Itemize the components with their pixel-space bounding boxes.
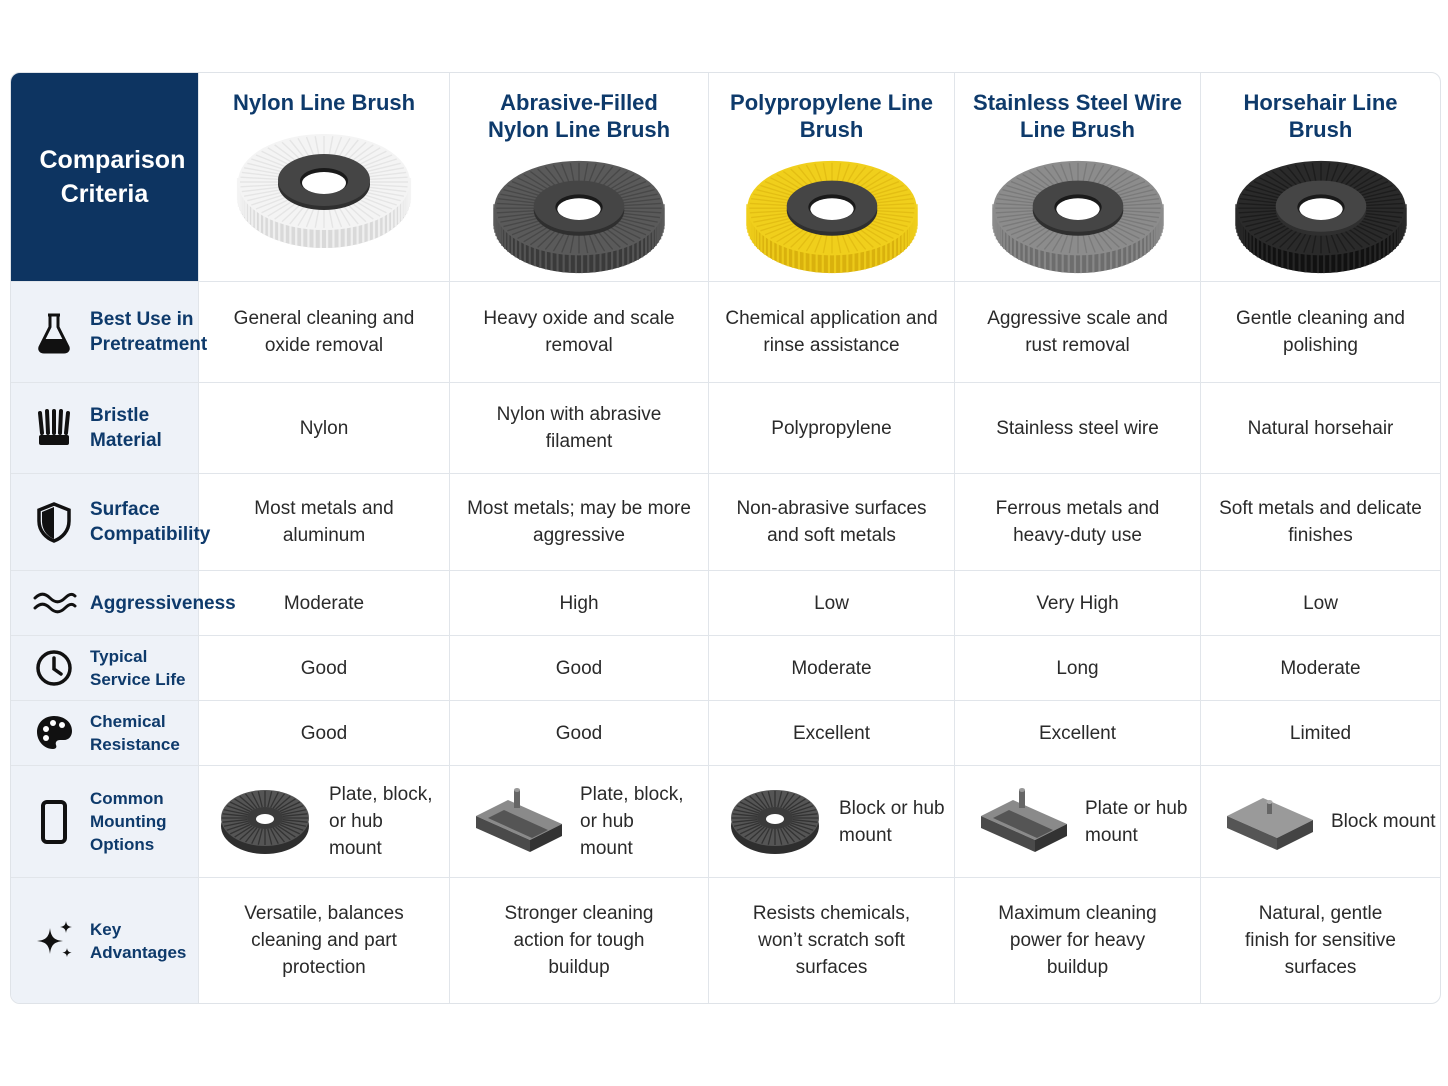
wheel-brush-icon-3 xyxy=(729,782,827,862)
criteria-label: Chemical Resistance xyxy=(90,712,180,754)
column-header-2 xyxy=(450,73,709,282)
brush-icon xyxy=(31,405,77,451)
table-cell: Good xyxy=(199,701,450,766)
column-title: Horsehair Line Brush xyxy=(1243,90,1398,142)
block-mount-icon-5 xyxy=(1221,782,1319,862)
sparkle-icon xyxy=(31,918,77,964)
table-cell: Excellent xyxy=(955,701,1201,766)
criteria-best-use-in-pretreatment xyxy=(11,282,208,383)
waves-icon xyxy=(31,580,77,626)
table-cell xyxy=(1201,878,1440,1003)
table-cell: General cleaning and oxide removal xyxy=(199,282,450,383)
table-cell: Low xyxy=(709,571,955,636)
phone-icon xyxy=(31,799,77,845)
table-cell: Excellent xyxy=(709,701,955,766)
table-cell xyxy=(450,878,709,1003)
table-cell: High xyxy=(450,571,709,636)
criteria-label: Common Mounting Options xyxy=(90,789,167,854)
wheel-brush-icon-1 xyxy=(219,782,317,862)
column-title: Abrasive-Filled Nylon Line Brush xyxy=(487,90,671,142)
advantage-text: Resists chemicals, won’t scratch soft surfaces xyxy=(752,903,911,978)
mount-picture xyxy=(729,782,827,862)
column-header-5 xyxy=(1201,73,1440,282)
criteria-label: Typical Service Life xyxy=(90,647,186,689)
mounting-cell xyxy=(1201,766,1440,878)
phone-icon xyxy=(31,799,77,845)
corner-header xyxy=(11,73,199,282)
advantage-text: Maximum cleaning power for heavy buildup xyxy=(998,903,1157,978)
table-cell: Long xyxy=(955,636,1201,701)
mounting-cell xyxy=(709,766,955,878)
table-cell: Non-abrasive surfaces and soft metals xyxy=(709,474,955,571)
table-cell: Polypropylene xyxy=(709,383,955,474)
brush-image-2 xyxy=(489,153,669,281)
table-cell: Heavy oxide and scale removal xyxy=(450,282,709,383)
table-cell: Moderate xyxy=(709,636,955,701)
criteria-bristle-material xyxy=(11,383,199,474)
mounting-cell xyxy=(955,766,1201,878)
criteria-key-advantages xyxy=(11,878,199,1003)
table-cell: Good xyxy=(199,636,450,701)
waves-icon xyxy=(31,580,77,626)
clock-icon xyxy=(31,645,77,691)
table-cell: Moderate xyxy=(1201,636,1440,701)
table-cell: Stainless steel wire xyxy=(955,383,1201,474)
brush-image-5 xyxy=(1231,153,1411,281)
mount-picture xyxy=(975,782,1073,862)
flask-icon xyxy=(31,309,77,355)
column-header-1 xyxy=(199,73,450,282)
criteria-common-mounting-options xyxy=(11,766,199,878)
shield-icon xyxy=(31,499,77,545)
brush-image-1 xyxy=(234,126,414,256)
criteria-typical-service-life xyxy=(11,636,199,701)
column-header-3 xyxy=(709,73,955,282)
plate-mount-icon-2 xyxy=(470,782,568,862)
table-cell: Good xyxy=(450,701,709,766)
table-cell: Nylon with abrasive filament xyxy=(450,383,709,474)
clock-icon xyxy=(31,645,77,691)
table-cell: Natural horsehair xyxy=(1201,383,1440,474)
table-cell xyxy=(199,878,450,1003)
table-cell: Nylon xyxy=(199,383,450,474)
criteria-aggressiveness xyxy=(11,571,236,636)
brush-image-4 xyxy=(988,153,1168,281)
advantage-text: Natural, gentle finish for sensitive surfaces xyxy=(1244,903,1396,978)
criteria-label: Surface Compatibility xyxy=(90,499,211,545)
table-cell: Very High xyxy=(955,571,1201,636)
criteria-label: Key Advantages xyxy=(90,919,187,962)
mounting-text: Block mount xyxy=(1331,811,1436,832)
table-cell: Soft metals and delicate finishes xyxy=(1201,474,1440,571)
table-cell xyxy=(955,878,1201,1003)
mount-picture xyxy=(1221,782,1319,862)
criteria-label: Aggressiveness xyxy=(90,592,236,614)
criteria-surface-compatibility xyxy=(11,474,211,571)
brush-icon xyxy=(31,405,77,451)
column-title: Nylon Line Brush xyxy=(232,90,416,115)
shield-icon xyxy=(31,499,77,545)
comparison-table xyxy=(10,72,1441,1004)
advantage-text: Versatile, balances cleaning and part protection xyxy=(244,903,404,978)
column-title: Stainless Steel Wire Line Brush xyxy=(973,90,1182,142)
table-cell: Moderate xyxy=(199,571,450,636)
table-cell xyxy=(709,878,955,1003)
table-cell: Most metals and aluminum xyxy=(199,474,450,571)
criteria-label: Best Use in Pretreatment xyxy=(90,309,208,355)
flask-icon xyxy=(31,309,77,355)
mounting-text: Plate or hub mount xyxy=(1085,797,1188,846)
column-title: Polypropylene Line Brush xyxy=(730,90,933,142)
palette-icon xyxy=(31,710,77,756)
advantage-text: Stronger cleaning action for tough buildup xyxy=(504,903,654,978)
mounting-text: Block or hub mount xyxy=(839,797,945,846)
table-cell: Gentle cleaning and polishing xyxy=(1201,282,1440,383)
criteria-chemical-resistance xyxy=(11,701,199,766)
sparkle-icon xyxy=(31,918,77,964)
table-cell: Aggressive scale and rust removal xyxy=(955,282,1201,383)
corner-label: Comparison Criteria xyxy=(39,146,186,208)
table-cell: Low xyxy=(1201,571,1440,636)
table-cell: Ferrous metals and heavy-duty use xyxy=(955,474,1201,571)
mounting-text: Plate, block, or hub mount xyxy=(329,784,433,859)
plate-mount-icon-4 xyxy=(975,782,1073,862)
table-cell: Good xyxy=(450,636,709,701)
criteria-label: Bristle Material xyxy=(90,405,162,451)
mounting-cell xyxy=(450,766,709,878)
mount-picture xyxy=(219,782,317,862)
table-cell: Chemical application and rinse assistance xyxy=(709,282,955,383)
table-cell: Limited xyxy=(1201,701,1440,766)
mounting-text: Plate, block, or hub mount xyxy=(580,784,684,859)
table-cell: Most metals; may be more aggressive xyxy=(450,474,709,571)
column-header-4 xyxy=(955,73,1201,282)
palette-icon xyxy=(31,710,77,756)
mounting-cell xyxy=(199,766,450,878)
mount-picture xyxy=(470,782,568,862)
brush-image-3 xyxy=(742,153,922,281)
